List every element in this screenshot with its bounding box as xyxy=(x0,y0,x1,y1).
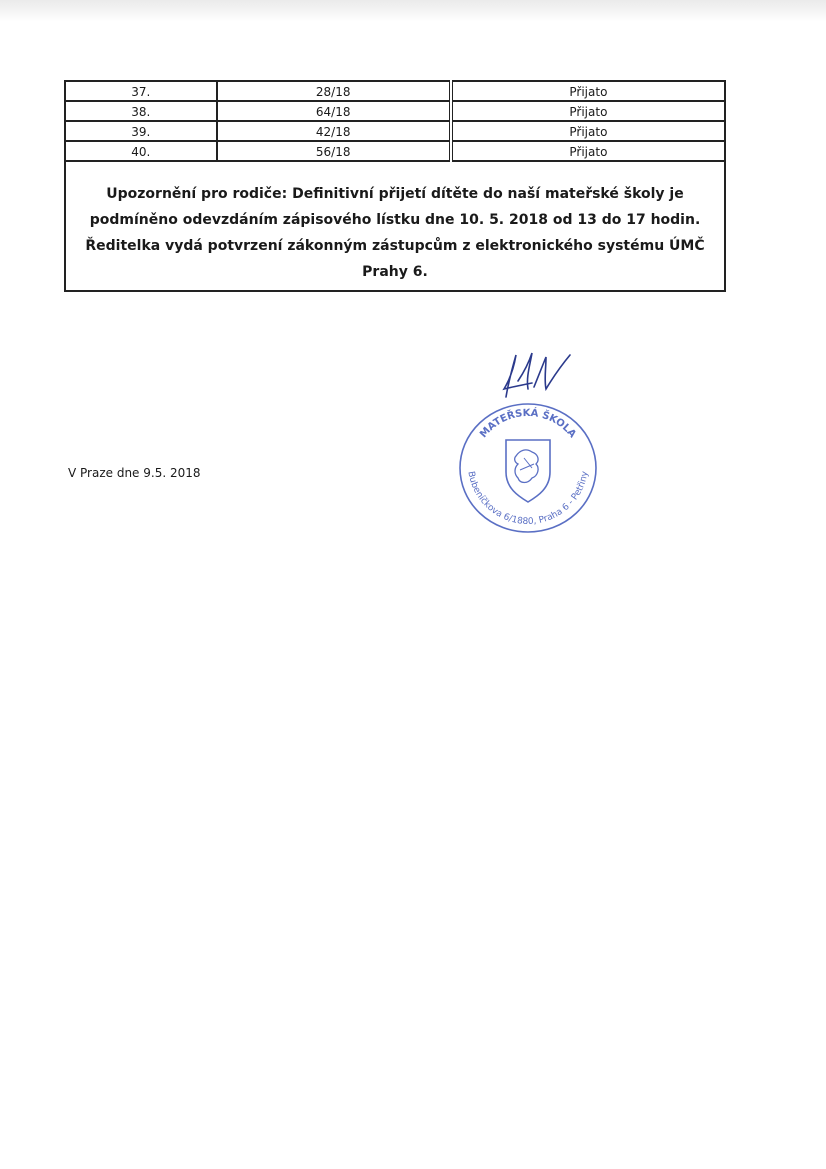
admission-results-table xyxy=(64,80,726,292)
table-row xyxy=(65,121,725,141)
parents-notice: Upozornění pro rodiče: Definitivní přijetí dítěte do naší mateřské školy je podmíněno odevzdáním zápisového lístku dne 10. 5. 2018 od 13 do 17 hodin. Ředitelka vydá potvrzení zákonným zástupcům z elektronického systému ÚMČ Prahy 6. xyxy=(85,186,705,280)
row-number: 40. xyxy=(65,141,217,161)
notice-cell xyxy=(65,161,725,291)
handwritten-signature xyxy=(488,345,578,405)
table-row xyxy=(65,141,725,161)
place-and-date: V Praze dne 9.5. 2018 xyxy=(68,466,201,480)
table-row xyxy=(65,101,725,121)
row-number: 37. xyxy=(65,81,217,101)
registration-code: 28/18 xyxy=(217,81,451,101)
row-number: 38. xyxy=(65,101,217,121)
row-number: 39. xyxy=(65,121,217,141)
notice-row xyxy=(65,161,725,291)
registration-code: 56/18 xyxy=(217,141,451,161)
stamp-bottom-text: Bubeníčkova 6/1880, Praha 6 - Petřiny xyxy=(465,470,591,528)
admission-status: Přijato xyxy=(451,121,725,141)
registration-code: 42/18 xyxy=(217,121,451,141)
admission-status: Přijato xyxy=(451,81,725,101)
school-stamp xyxy=(454,398,602,538)
registration-code: 64/18 xyxy=(217,101,451,121)
coat-of-arms-icon xyxy=(506,440,550,502)
table-row xyxy=(65,81,725,101)
scan-edge-shadow xyxy=(0,0,826,22)
admission-status: Přijato xyxy=(451,141,725,161)
admission-status: Přijato xyxy=(451,101,725,121)
stamp-top-text: MATEŘSKÁ ŠKOLA xyxy=(478,407,578,441)
